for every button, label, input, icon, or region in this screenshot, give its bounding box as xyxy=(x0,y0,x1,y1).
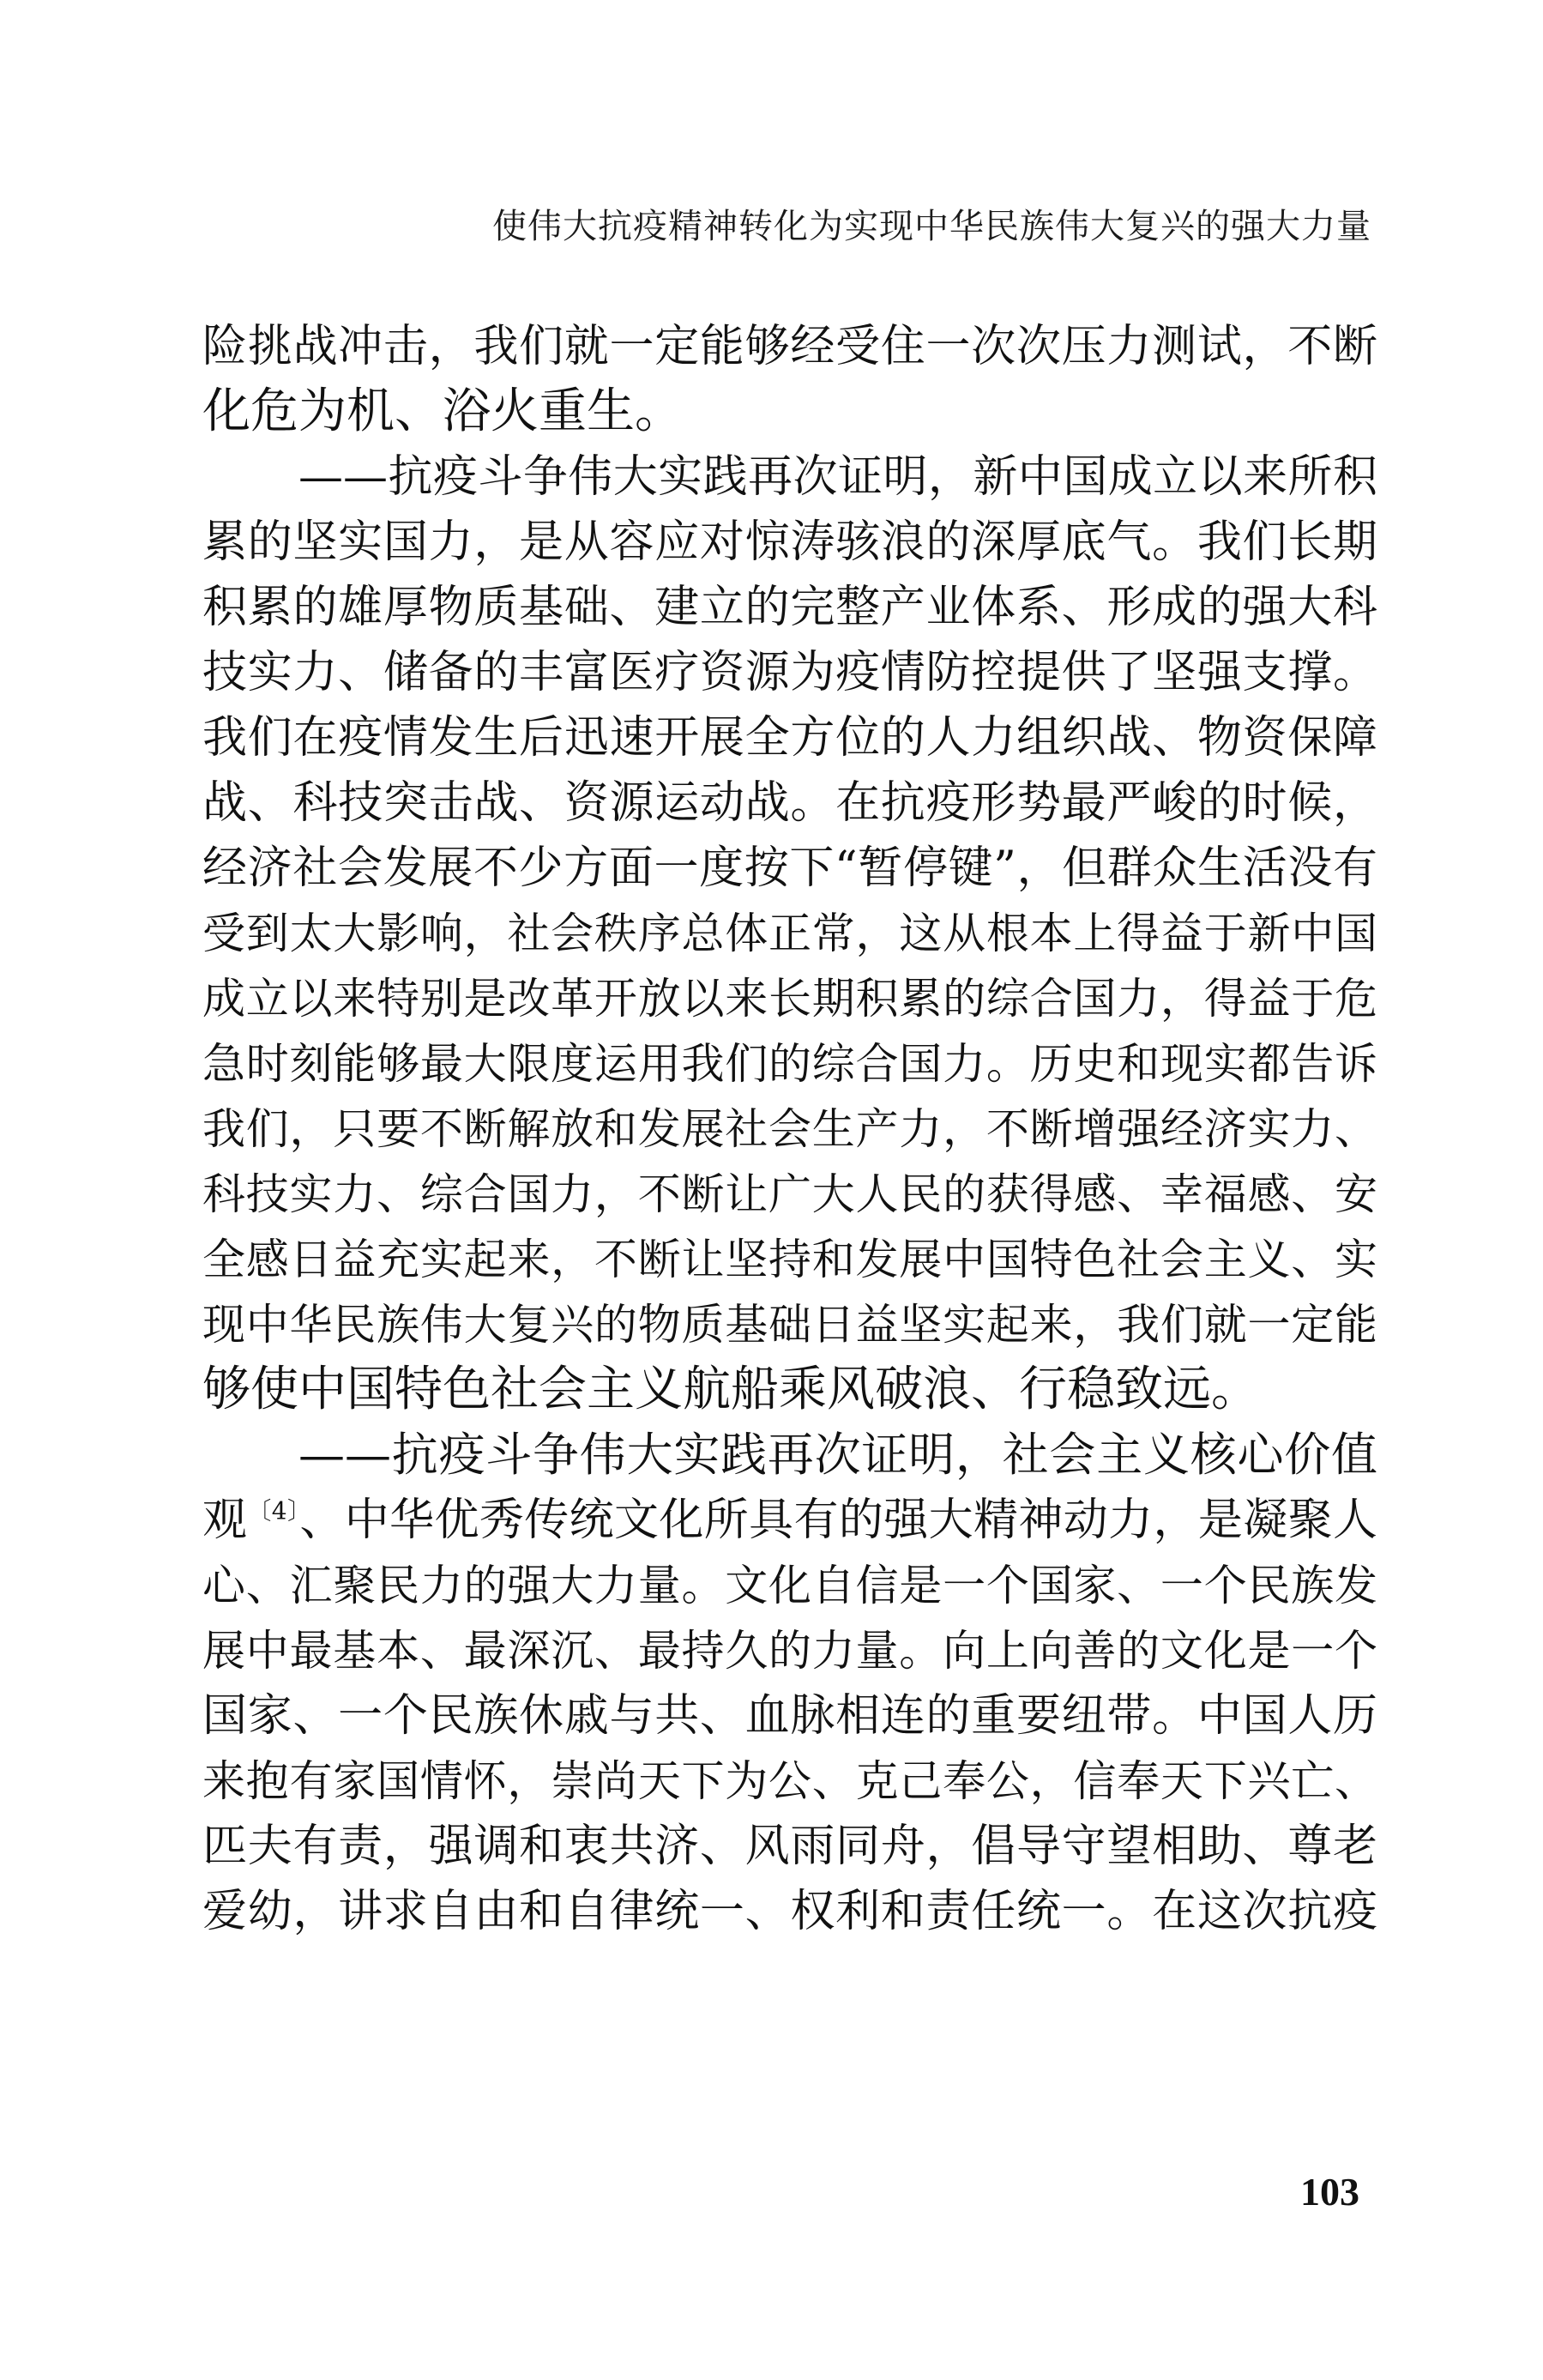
text-line: 爱幼，讲求自由和自律统一、权利和责任统一。在这次抗疫 xyxy=(202,1886,1377,1937)
text-line: 我们，只要不断解放和发展社会生产力，不断增强经济实力、 xyxy=(202,1104,1377,1154)
text-line: 展中最基本、最深沉、最持久的力量。向上向善的文化是一个 xyxy=(202,1626,1377,1676)
body-text xyxy=(202,314,1377,1944)
text-line: 经济社会发展不少方面一度按下“暂停键”，但群众生活没有 xyxy=(202,843,1377,894)
text-line: ——抗疫斗争伟大实践再次证明，社会主义核心价值 xyxy=(298,1428,1377,1482)
text-line: ——抗疫斗争伟大实践再次证明，新中国成立以来所积 xyxy=(298,451,1377,503)
text-line-with-footnote xyxy=(202,1488,1377,1553)
text-line: 现中华民族伟大复兴的物质基础日益坚实起来，我们就一定能 xyxy=(202,1300,1377,1350)
text-line: 科技实力、综合国力，不断让广大人民的获得感、幸福感、安 xyxy=(202,1169,1377,1219)
text-line: 全感日益充实起来，不断让坚持和发展中国特色社会主义、实 xyxy=(202,1235,1377,1284)
footnote-ref[interactable]: 〔4〕 xyxy=(247,1496,300,1525)
text-line: 来抱有家国情怀，崇尚天下为公、克己奉公，信奉天下兴亡、 xyxy=(202,1756,1377,1806)
text-line: 我们在疫情发生后迅速开展全方位的人力组织战、物资保障 xyxy=(202,712,1377,764)
text-fragment: 观 xyxy=(202,1495,248,1546)
text-line: 心、汇聚民力的强大力量。文化自信是一个国家、一个民族发 xyxy=(202,1561,1377,1610)
text-line: 急时刻能够最大限度运用我们的综合国力。历史和现实都告诉 xyxy=(202,1039,1377,1089)
text-line: 成立以来特别是改革开放以来长期积累的综合国力，得益于危 xyxy=(202,974,1377,1024)
text-line: 国家、一个民族休戚与共、血脉相连的重要纽带。中国人历 xyxy=(202,1690,1377,1742)
text-line: 累的坚实国力，是从容应对惊涛骇浪的深厚底气。我们长期 xyxy=(202,516,1377,568)
text-line: 受到太大影响，社会秩序总体正常，这从根本上得益于新中国 xyxy=(202,909,1377,958)
text-line: 战、科技突击战、资源运动战。在抗疫形势最严峻的时候， xyxy=(202,777,1377,829)
text-line: 积累的雄厚物质基础、建立的完整产业体系、形成的强大科 xyxy=(202,582,1377,633)
running-header: 使伟大抗疫精神转化为实现中华民族伟大复兴的强大力量 xyxy=(492,207,1371,246)
text-line: 化危为机、浴火重生。 xyxy=(202,384,683,439)
text-fragment: 、中华优秀传统文化所具有的强大精神动力，是凝聚人 xyxy=(299,1495,1377,1546)
text-line: 匹夫有责，强调和衷共济、风雨同舟，倡导守望相助、尊老 xyxy=(202,1821,1377,1872)
text-line: 够使中国特色社会主义航船乘风破浪、行稳致远。 xyxy=(202,1362,1259,1417)
page-number: 103 xyxy=(1300,2170,1359,2214)
text-line: 技实力、储备的丰富医疗资源为疫情防控提供了坚强支撑。 xyxy=(202,647,1377,698)
text-line: 险挑战冲击，我们就一定能够经受住一次次压力测试，不断 xyxy=(202,321,1377,372)
